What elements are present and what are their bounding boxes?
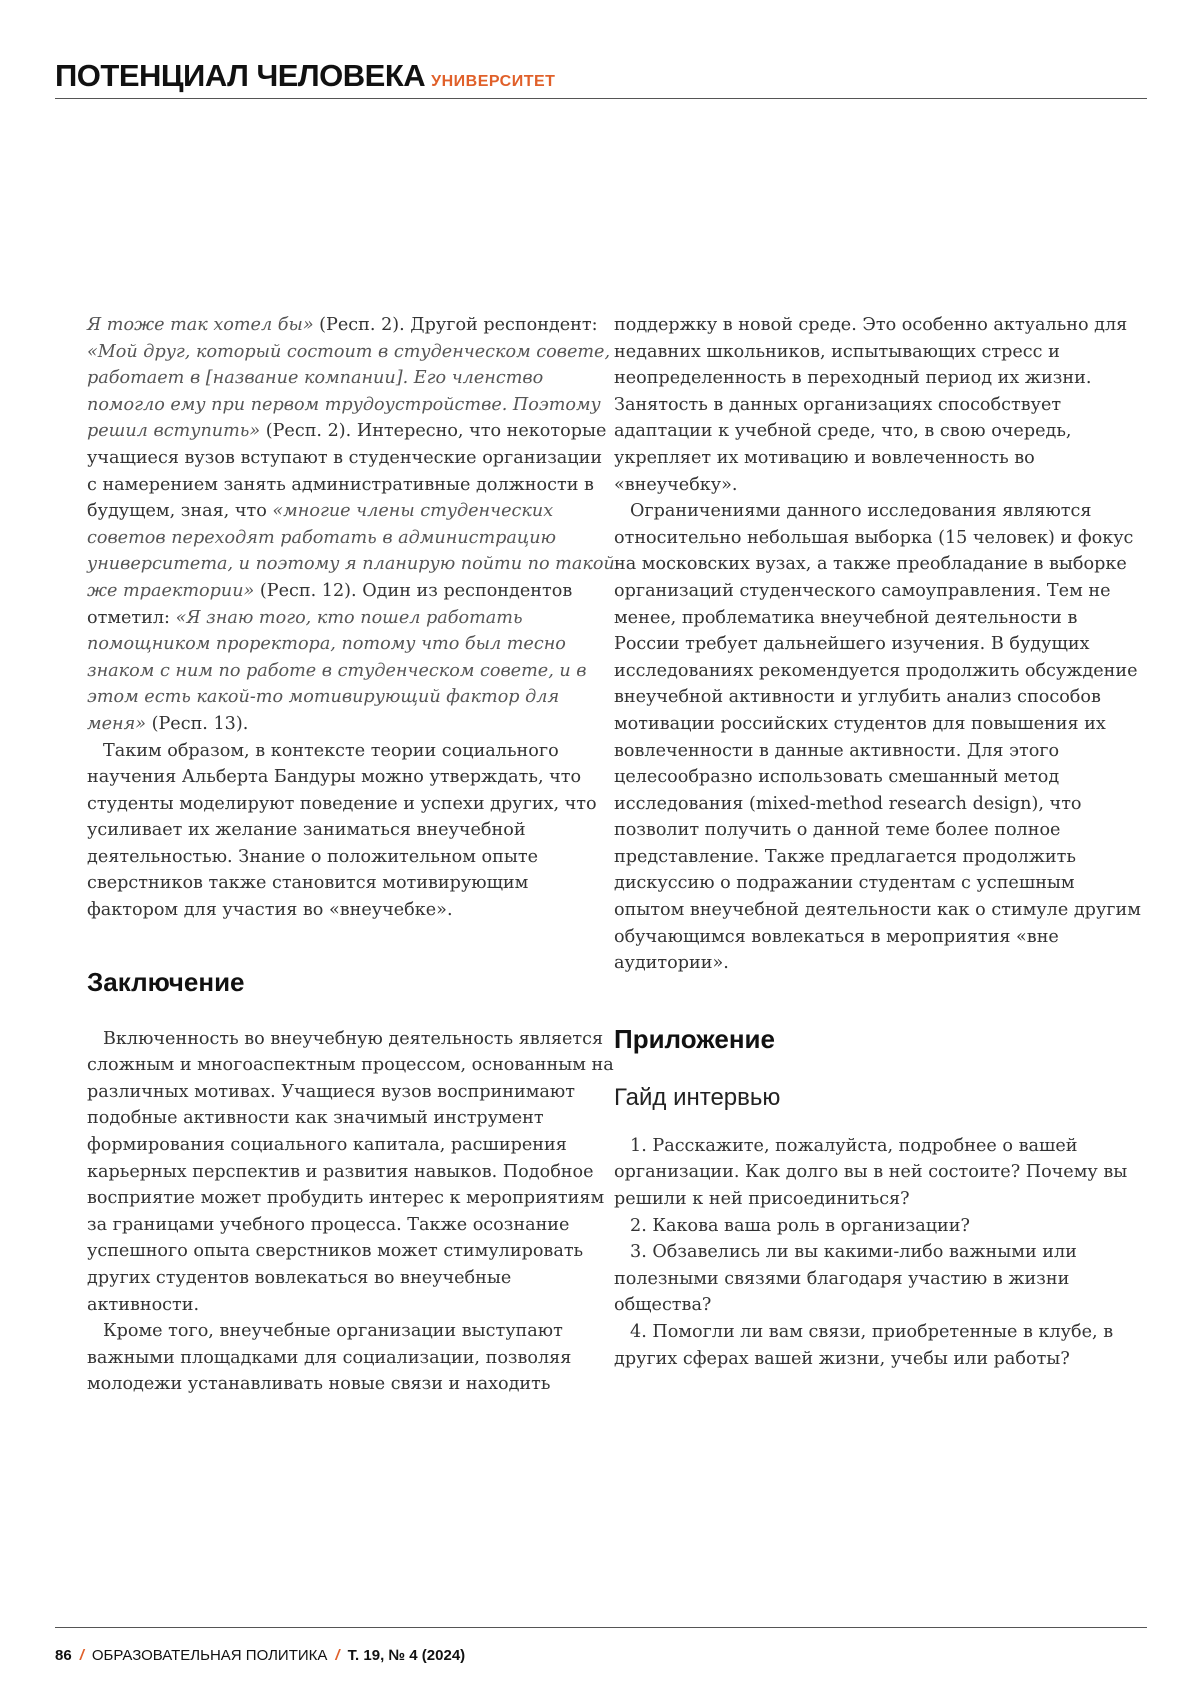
running-header [55,58,555,94]
footer [55,1647,465,1664]
text: (Респ. 13). [146,714,248,734]
conclusion-heading: Заключение [87,966,615,998]
quote: «Мой друг, который состоит в студенческом совете, работает в [название компании]. Его членство помогло ему при первом трудоустройстве. Поэтому решил вступить» [87,342,610,442]
question-item: 4. Помогли ли вам связи, приобретенные в клубе, в других сферах вашей жизни, учебы или работы? [614,1319,1142,1372]
question-item: 3. Обзавелись ли вы какими-либо важными или полезными связями благодаря участию в жизни общества? [614,1239,1142,1319]
text: (Респ. 2). Другой респондент: [314,315,598,335]
text: (Респ. 12). Один из респондентов отметил: [87,581,572,628]
quote: «Я знаю того, кто пошел работать помощником проректора, потому что был тесно знаком с ним по работе в студенческом совете, и в этом есть какой-то мотивирующий фактор для меня» [87,608,587,734]
paragraph-limitations: Ограничениями данного исследования являются относительно небольшая выборка (15 человек) и фокус на московских вузах, а также преобладание в выборке организаций студенческого самоуправления. Тем не менее, проблематика внеучебной деятельности в России требует дальнейшего изучения. В будущих исследованиях рекомендуется продолжить обсуждение внеучебной активности и углубить анализ способов мотивации российских студентов для повышения их вовлеченности в данные активности. Для этого целесообразно использовать смешанный метод исследования (mixed-method research design), что позволит получить о данной теме более полное представление. Также предлагается продолжить дискуссию о подражании студентам с успешным опытом внеучебной деятельности как о стимуле другим обучающимся вовлекаться в мероприятия «вне аудитории». [614,498,1142,977]
slash-separator: / [80,1647,84,1664]
paragraph-bandura: Таким образом, в контексте теории социального научения Альберта Бандуры можно утверждать, что студенты моделируют поведение и успехи других, что усиливает их желание заниматься внеучебной деятельностью. Знание о положительном опыте сверстников также становится мотивирующим фактором для участия во «внеучебке». [87,738,615,924]
right-column [614,312,1142,1372]
paragraph-support: поддержку в новой среде. Это особенно актуально для недавних школьников, испытывающих стресс и неопределенность в переходный период их жизни. Занятость в данных организациях способствует адаптации к учебной среде, что, в свою очередь, укрепляет их мотивацию и вовлеченность во «внеучебку». [614,312,1142,498]
quote: «многие члены студенческих советов переходят работать в администрацию университета, и поэтому я планирую пойти по такой же траектории» [87,501,615,601]
paragraph-conclusion: Включенность во внеучебную деятельность является сложным и многоаспектным процессом, основанным на различных мотивах. Учащиеся вузов воспринимают подобные активности как значимый инструмент формирования социального капитала, расширения карьерных перспектив и развития навыков. Подобное восприятие может пробудить интерес к мероприятиям за границами учебного процесса. Также осознание успешного опыта сверстников может стимулировать других студентов вовлекаться во внеучебные активности. [87,1026,615,1319]
paragraph-quotes [87,312,615,738]
page-number: 86 [55,1647,72,1664]
appendix-heading: Приложение [614,1023,1142,1055]
quote: Я тоже так хотел бы» [87,315,314,335]
header-rule [55,98,1147,99]
question-item: 1. Расскажите, пожалуйста, подробнее о вашей организации. Как долго вы в ней состоите? Почему вы решили к ней присоединиться? [614,1133,1142,1213]
slash-separator: / [335,1647,339,1664]
interview-guide-heading: Гайд интервью [614,1083,1142,1113]
header-title: ПОТЕНЦИАЛ ЧЕЛОВЕКА [55,58,425,93]
text: (Респ. 2). Интересно, что некоторые учащиеся вузов вступают в студенческие организации с намерением занять административные должности в будущем, зная, что [87,421,606,521]
journal-name: ОБРАЗОВАТЕЛЬНАЯ ПОЛИТИКА [92,1647,328,1664]
paragraph-socialization: Кроме того, внеучебные организации выступают важными площадками для социализации, позволяя молодежи устанавливать новые связи и находить [87,1318,615,1398]
question-item: 2. Какова ваша роль в организации? [614,1213,1142,1240]
header-section: УНИВЕРСИТЕТ [431,73,555,90]
footer-rule [55,1627,1147,1628]
left-column [87,312,615,1398]
issue-info: Т. 19, № 4 (2024) [348,1647,466,1664]
